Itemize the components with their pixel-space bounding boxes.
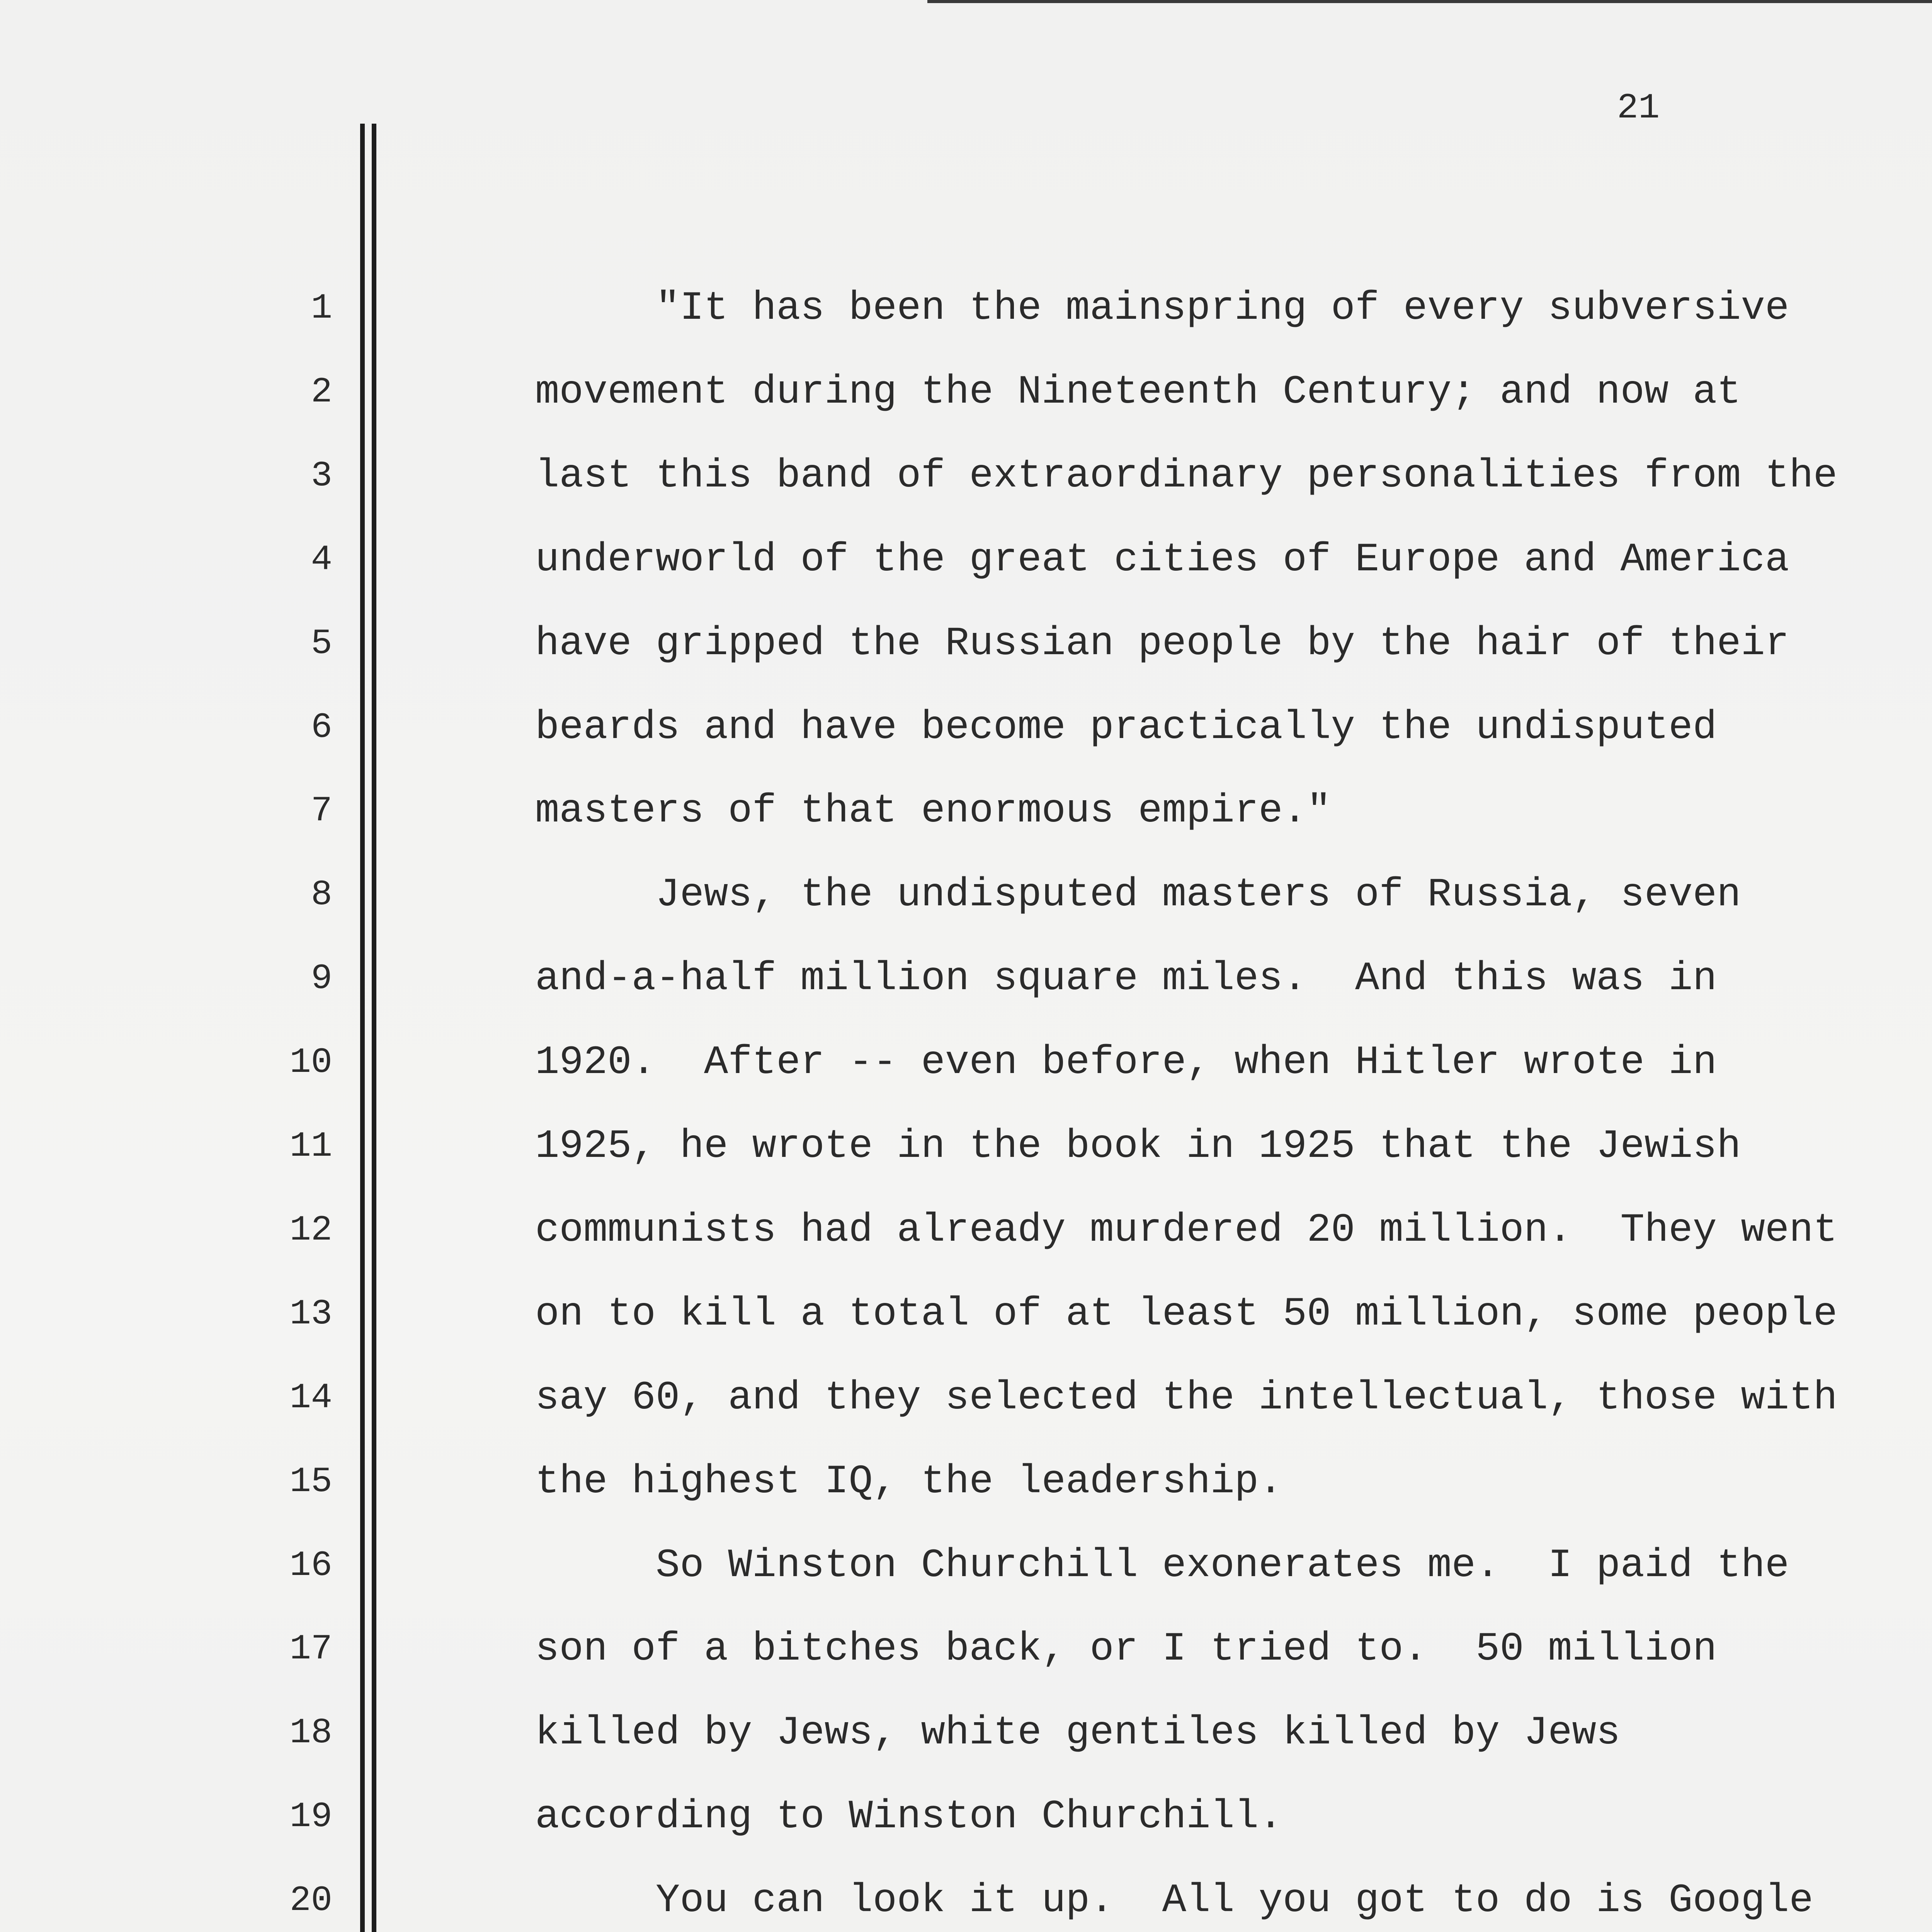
transcript-line: the highest IQ, the leadership. [535, 1459, 1283, 1505]
line-number: 9 [311, 958, 332, 999]
line-number: 4 [311, 539, 332, 580]
margin-rule-left [360, 124, 365, 1932]
line-number: 7 [311, 791, 332, 832]
transcript-line: and-a-half million square miles. And this was in [535, 956, 1717, 1002]
line-number: 11 [289, 1126, 332, 1167]
transcript-line: son of a bitches back, or I tried to. 50 million [535, 1626, 1717, 1672]
transcript-line: movement during the Nineteenth Century; and now at [535, 369, 1741, 415]
line-number: 19 [289, 1796, 332, 1837]
line-number: 5 [311, 623, 332, 664]
transcript-line: beards and have become practically the undisputed [535, 704, 1717, 750]
line-number: 14 [289, 1377, 332, 1418]
transcript-line: Jews, the undisputed masters of Russia, seven [535, 872, 1741, 918]
transcript-line: have gripped the Russian people by the hair of their [535, 621, 1789, 667]
transcript-line: last this band of extraordinary personalities from the [535, 453, 1838, 499]
line-number: 17 [289, 1629, 332, 1670]
line-number: 15 [289, 1461, 332, 1502]
line-number: 6 [311, 707, 332, 748]
transcript-line: 1925, he wrote in the book in 1925 that the Jewish [535, 1124, 1741, 1169]
transcript-line: say 60, and they selected the intellectual, those with [535, 1375, 1838, 1421]
line-number: 3 [311, 455, 332, 496]
line-number-column [247, 0, 332, 1932]
line-number: 8 [311, 874, 332, 915]
transcript-line: on to kill a total of at least 50 million, some people [535, 1291, 1838, 1337]
line-number: 1 [311, 288, 332, 328]
line-number: 18 [289, 1713, 332, 1753]
line-number: 20 [289, 1880, 332, 1921]
transcript-line: "It has been the mainspring of every subversive [535, 286, 1789, 331]
line-number: 16 [289, 1545, 332, 1586]
line-number: 10 [289, 1042, 332, 1083]
page-number: 21 [1617, 88, 1660, 128]
transcript-line: 1920. After -- even before, when Hitler wrote in [535, 1040, 1717, 1086]
transcript-line: communists had already murdered 20 million. They went [535, 1207, 1838, 1253]
transcript-line: So Winston Churchill exonerates me. I paid the [535, 1543, 1789, 1588]
line-number: 2 [311, 371, 332, 412]
transcript-line: masters of that enormous empire." [535, 788, 1331, 834]
transcript-line: You can look it up. All you got to do is Google [535, 1878, 1813, 1924]
transcript-line: according to Winston Churchill. [535, 1794, 1283, 1840]
transcript-line: killed by Jews, white gentiles killed by Jews [535, 1710, 1621, 1756]
line-number: 13 [289, 1293, 332, 1334]
transcript-line: underworld of the great cities of Europe and America [535, 537, 1789, 583]
line-number: 12 [289, 1209, 332, 1250]
transcript-text [535, 0, 1838, 1932]
margin-rule-right [372, 124, 376, 1932]
